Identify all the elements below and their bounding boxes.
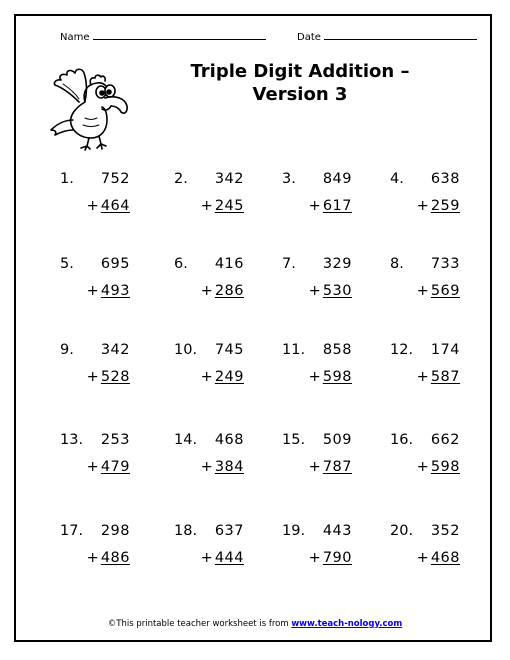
problem-bottom-row: [87, 459, 130, 479]
problem-number: 11.: [282, 342, 306, 358]
first-addend: 752: [100, 171, 130, 187]
first-addend: 638: [430, 171, 460, 187]
problem-top-row: [282, 171, 352, 191]
problem-top-row: [390, 171, 460, 191]
title-line-1: Triple Digit Addition –: [190, 61, 410, 82]
problem-number: 17.: [60, 523, 84, 539]
second-addend: 486: [100, 550, 130, 566]
problem-top-row: [60, 342, 130, 362]
problem-top-row: [282, 256, 352, 276]
name-label: Name: [60, 32, 90, 43]
problem-bottom-row: [201, 198, 244, 218]
addition-problem: [174, 432, 244, 482]
plus-sign: +: [200, 369, 213, 385]
problem-bottom-row: [87, 198, 130, 218]
problem-top-row: [174, 432, 244, 452]
problem-bottom-row: [87, 369, 130, 389]
addition-problem: [390, 342, 460, 392]
plus-sign: +: [200, 198, 213, 214]
plus-sign: +: [308, 369, 321, 385]
problem-number: 9.: [60, 342, 74, 358]
second-addend: 479: [100, 459, 130, 475]
second-addend: 384: [214, 459, 244, 475]
problem-bottom-row: [87, 550, 130, 570]
second-addend: 598: [322, 369, 352, 385]
problem-bottom-row: [201, 283, 244, 303]
date-field: [297, 30, 477, 43]
problem-number: 7.: [282, 256, 296, 272]
problem-number: 2.: [174, 171, 188, 187]
addition-problem: [282, 256, 352, 306]
problem-number: 5.: [60, 256, 74, 272]
problem-top-row: [390, 256, 460, 276]
plus-sign: +: [86, 459, 99, 475]
first-addend: 858: [322, 342, 352, 358]
problem-bottom-row: [417, 369, 460, 389]
problem-number: 19.: [282, 523, 306, 539]
problem-number: 20.: [390, 523, 414, 539]
problem-bottom-row: [201, 369, 244, 389]
problem-top-row: [60, 171, 130, 191]
problem-top-row: [390, 432, 460, 452]
plus-sign: +: [200, 283, 213, 299]
problem-bottom-row: [309, 198, 352, 218]
addition-problem: [390, 523, 460, 573]
cartoon-bird-icon: [45, 58, 135, 153]
addition-problem: [60, 432, 130, 482]
problem-top-row: [282, 432, 352, 452]
second-addend: 286: [214, 283, 244, 299]
first-addend: 745: [214, 342, 244, 358]
first-addend: 662: [430, 432, 460, 448]
problem-top-row: [282, 523, 352, 543]
problem-bottom-row: [417, 198, 460, 218]
second-addend: 617: [322, 198, 352, 214]
second-addend: 464: [100, 198, 130, 214]
second-addend: 790: [322, 550, 352, 566]
problem-top-row: [282, 342, 352, 362]
first-addend: 253: [100, 432, 130, 448]
first-addend: 352: [430, 523, 460, 539]
second-addend: 444: [214, 550, 244, 566]
problem-number: 14.: [174, 432, 198, 448]
problem-bottom-row: [417, 459, 460, 479]
second-addend: 598: [430, 459, 460, 475]
addition-problem: [174, 342, 244, 392]
addition-problem: [60, 171, 130, 221]
problem-bottom-row: [309, 369, 352, 389]
plus-sign: +: [86, 283, 99, 299]
problem-number: 16.: [390, 432, 414, 448]
problem-number: 4.: [390, 171, 404, 187]
plus-sign: +: [416, 459, 429, 475]
problem-top-row: [60, 256, 130, 276]
problem-number: 13.: [60, 432, 84, 448]
first-addend: 298: [100, 523, 130, 539]
second-addend: 493: [100, 283, 130, 299]
addition-problem: [60, 342, 130, 392]
footer-link[interactable]: www.teach-nology.com: [291, 619, 403, 629]
problem-top-row: [60, 432, 130, 452]
problem-number: 18.: [174, 523, 198, 539]
addition-problem: [174, 256, 244, 306]
problem-bottom-row: [201, 459, 244, 479]
plus-sign: +: [416, 283, 429, 299]
second-addend: 528: [100, 369, 130, 385]
problem-bottom-row: [309, 283, 352, 303]
second-addend: 245: [214, 198, 244, 214]
second-addend: 787: [322, 459, 352, 475]
problem-top-row: [390, 342, 460, 362]
addition-problem: [282, 342, 352, 392]
plus-sign: +: [416, 550, 429, 566]
plus-sign: +: [308, 550, 321, 566]
problem-number: 8.: [390, 256, 404, 272]
first-addend: 342: [214, 171, 244, 187]
plus-sign: +: [200, 550, 213, 566]
name-field: [60, 30, 266, 43]
first-addend: 174: [430, 342, 460, 358]
problem-number: 12.: [390, 342, 414, 358]
problem-bottom-row: [201, 550, 244, 570]
second-addend: 259: [430, 198, 460, 214]
problem-bottom-row: [417, 283, 460, 303]
first-addend: 468: [214, 432, 244, 448]
worksheet-title: [155, 60, 445, 106]
addition-problem: [60, 256, 130, 306]
first-addend: 695: [100, 256, 130, 272]
addition-problem: [60, 523, 130, 573]
problem-number: 10.: [174, 342, 198, 358]
addition-problem: [390, 256, 460, 306]
second-addend: 249: [214, 369, 244, 385]
problem-number: 6.: [174, 256, 188, 272]
plus-sign: +: [308, 283, 321, 299]
first-addend: 849: [322, 171, 352, 187]
first-addend: 637: [214, 523, 244, 539]
plus-sign: +: [416, 369, 429, 385]
date-blank-line: [324, 30, 477, 40]
problem-top-row: [174, 256, 244, 276]
problem-bottom-row: [87, 283, 130, 303]
first-addend: 342: [100, 342, 130, 358]
second-addend: 569: [430, 283, 460, 299]
addition-problem: [390, 171, 460, 221]
first-addend: 329: [322, 256, 352, 272]
problem-top-row: [174, 342, 244, 362]
first-addend: 416: [214, 256, 244, 272]
footer-text: ©This printable teacher worksheet is from: [107, 619, 292, 629]
problem-number: 15.: [282, 432, 306, 448]
addition-problem: [174, 523, 244, 573]
addition-problem: [282, 523, 352, 573]
plus-sign: +: [86, 369, 99, 385]
second-addend: 530: [322, 283, 352, 299]
date-label: Date: [297, 32, 321, 43]
problem-top-row: [60, 523, 130, 543]
addition-problem: [174, 171, 244, 221]
second-addend: 468: [430, 550, 460, 566]
problem-top-row: [174, 523, 244, 543]
problem-bottom-row: [309, 459, 352, 479]
plus-sign: +: [308, 198, 321, 214]
first-addend: 509: [322, 432, 352, 448]
addition-problem: [390, 432, 460, 482]
problem-number: 1.: [60, 171, 74, 187]
problem-bottom-row: [309, 550, 352, 570]
problem-number: 3.: [282, 171, 296, 187]
addition-problem: [282, 432, 352, 482]
title-line-2: Version 3: [252, 84, 348, 105]
plus-sign: +: [416, 198, 429, 214]
second-addend: 587: [430, 369, 460, 385]
problem-top-row: [390, 523, 460, 543]
problem-bottom-row: [417, 550, 460, 570]
plus-sign: +: [200, 459, 213, 475]
problem-top-row: [174, 171, 244, 191]
plus-sign: +: [86, 550, 99, 566]
footer: [0, 619, 510, 629]
first-addend: 443: [322, 523, 352, 539]
name-blank-line: [93, 30, 266, 40]
first-addend: 733: [430, 256, 460, 272]
addition-problem: [282, 171, 352, 221]
plus-sign: +: [308, 459, 321, 475]
plus-sign: +: [86, 198, 99, 214]
